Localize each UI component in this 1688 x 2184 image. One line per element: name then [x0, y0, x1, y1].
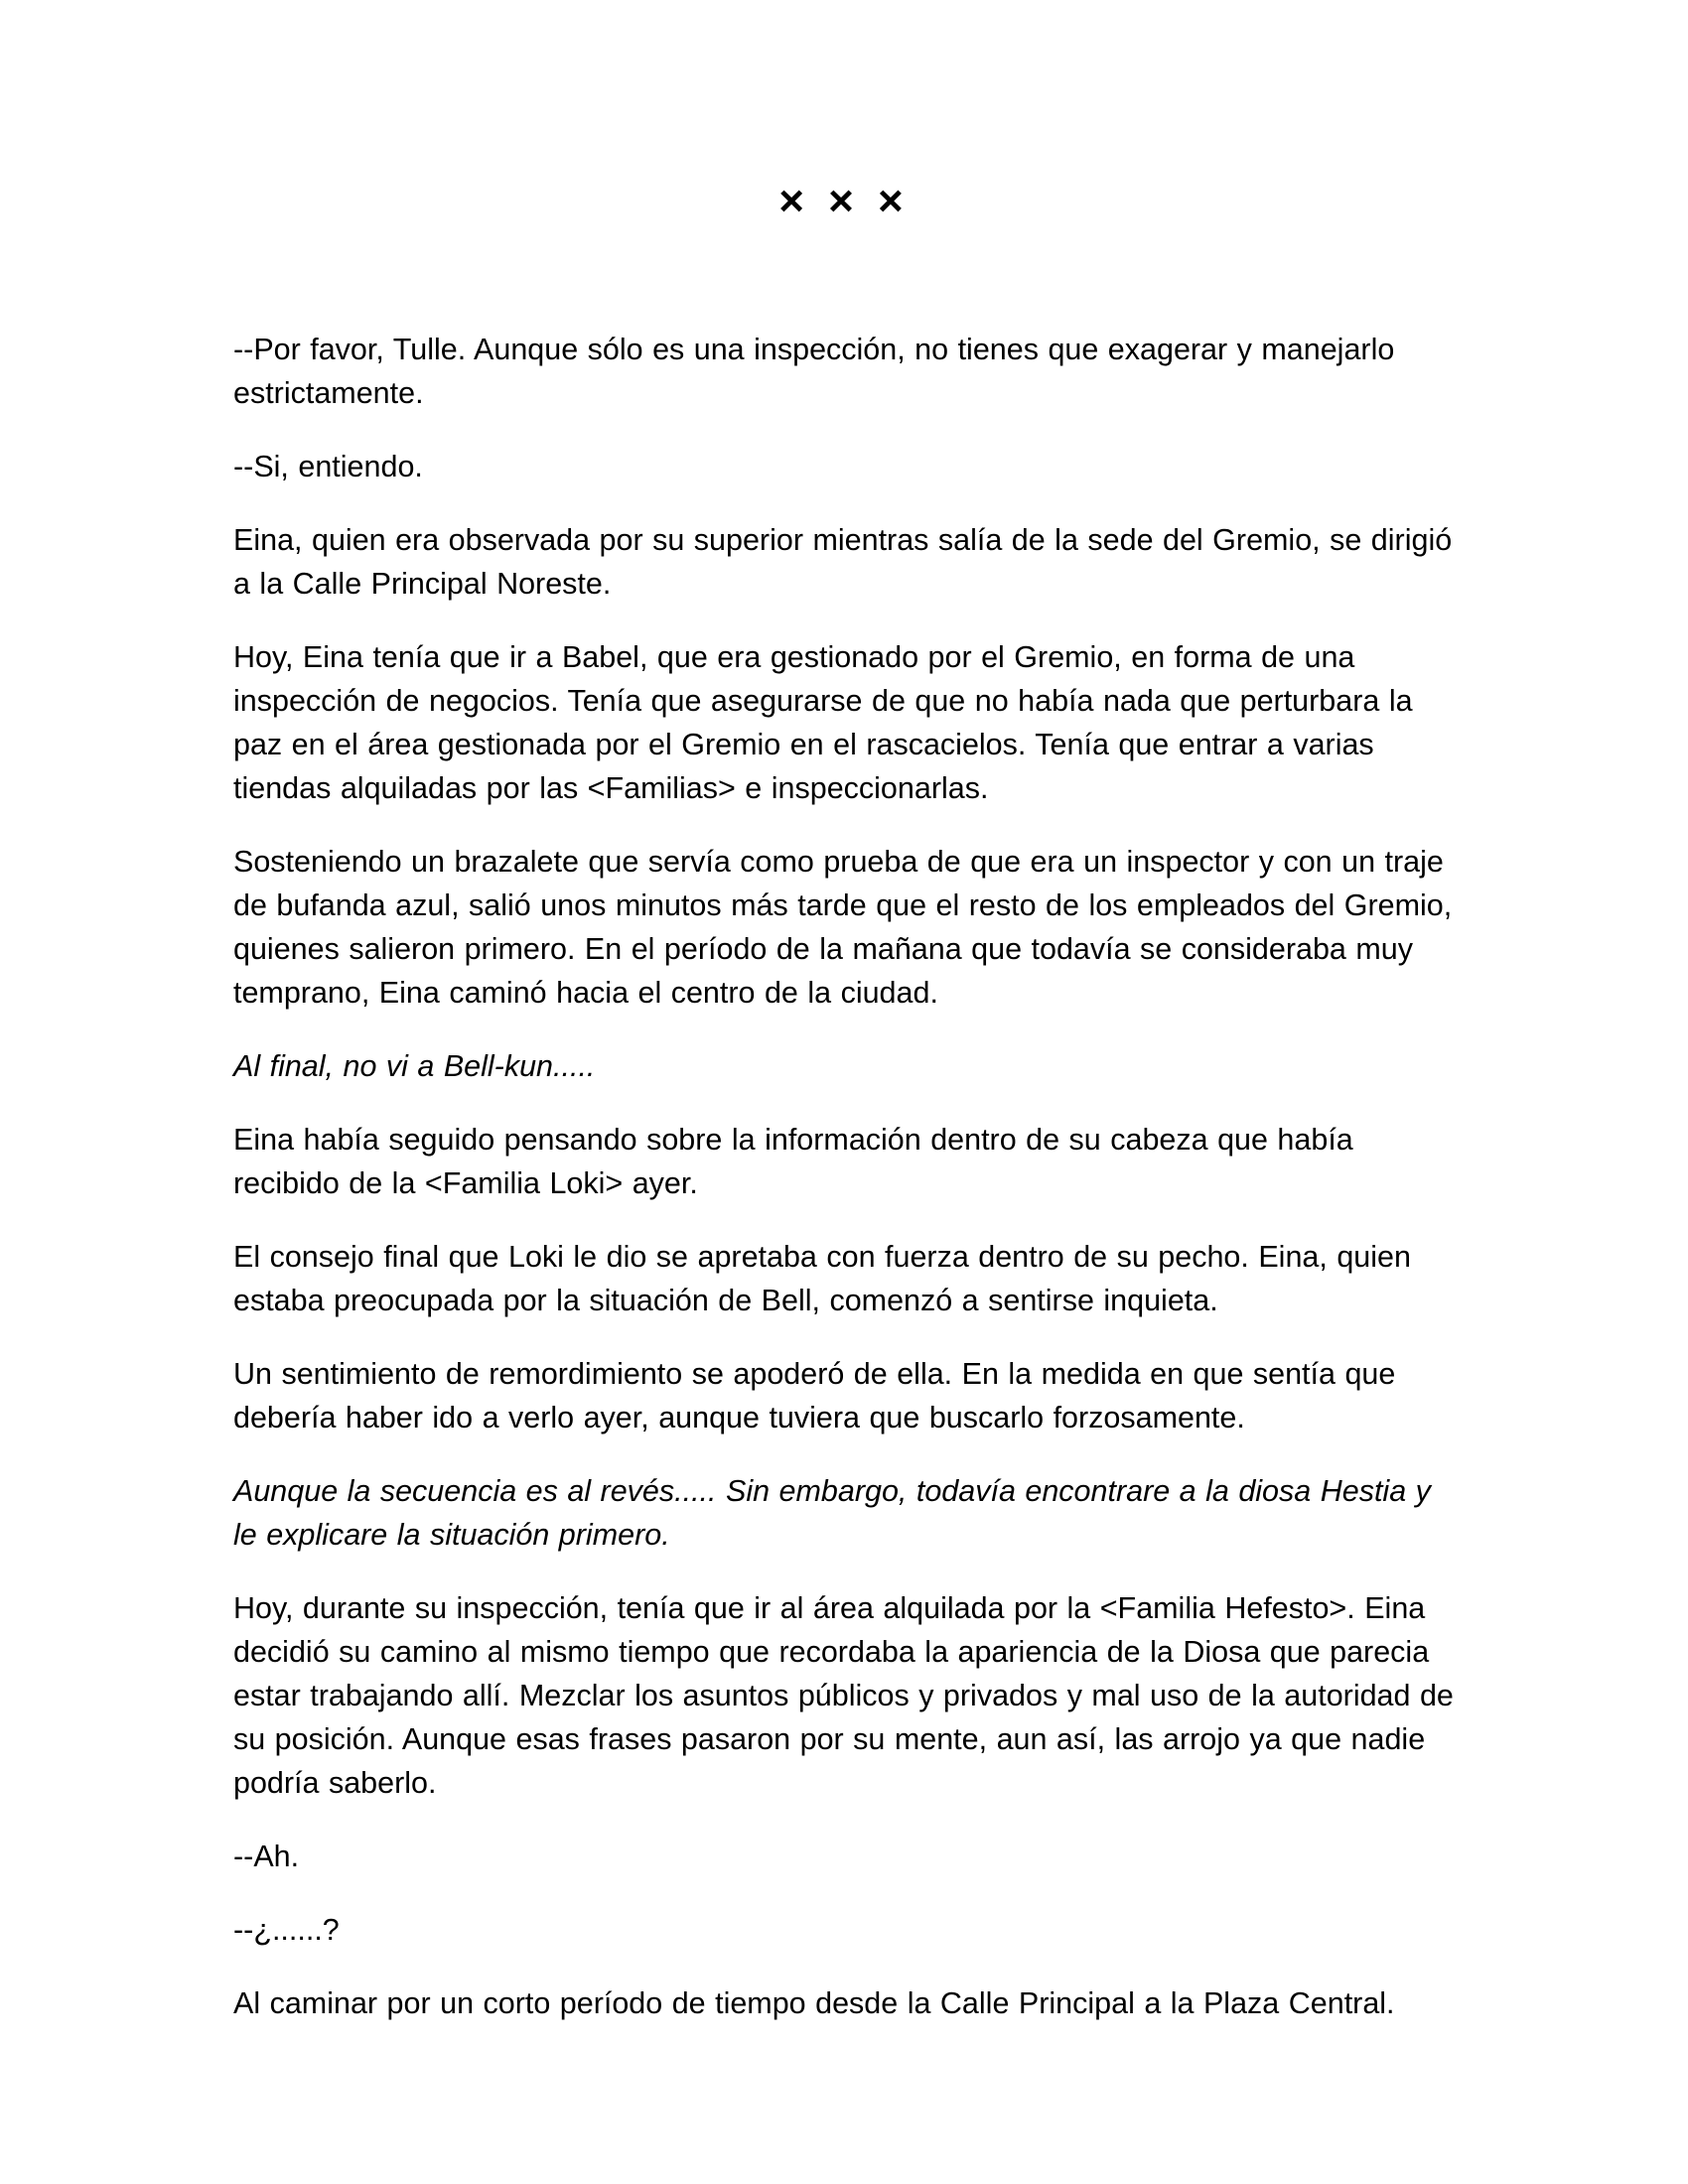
paragraph: --¿......?	[233, 1913, 340, 1947]
paragraph: --Ah.	[233, 1840, 300, 1873]
paragraph: Eina, quien era observada por su superior mientras salía de la sede del Gremio, se dirigió a la Calle Principal Noreste.	[233, 523, 1453, 601]
paragraph: Al final, no vi a Bell-kun.....	[233, 1049, 596, 1083]
document-body	[233, 328, 1455, 2025]
paragraph: --Si, entiendo.	[233, 450, 423, 483]
paragraph: El consejo final que Loki le dio se apretaba con fuerza dentro de su pecho. Eina, quien estaba preocupada por la situación de Bell, comenzó a sentirse inquieta.	[233, 1240, 1411, 1317]
paragraph: Aunque la secuencia es al revés..... Sin embargo, todavía encontrare a la diosa Hestia y le explicare la situación primero.	[233, 1474, 1431, 1552]
paragraph: Un sentimiento de remordimiento se apoderó de ella. En la medida en que sentía que debería haber ido a verlo ayer, aunque tuviera que buscarlo forzosamente.	[233, 1357, 1396, 1434]
paragraph: Al caminar por un corto período de tiempo desde la Calle Principal a la Plaza Central.	[233, 1986, 1395, 2020]
paragraph: Sosteniendo un brazalete que servía como prueba de que era un inspector y con un traje de bufanda azul, salió unos minutos más tarde que el resto de los empleados del Gremio, quienes salieron primero. En el período de la mañana que todavía se consideraba muy temprano, Eina caminó hacia el centro de la ciudad.	[233, 845, 1453, 1010]
paragraph: Hoy, durante su inspección, tenía que ir al área alquilada por la <Familia Hefesto>. Eina decidió su camino al mismo tiempo que recordaba la apariencia de la Diosa que parecia estar trabajando allí. Mezclar los asuntos públicos y privados y mal uso de la autoridad de su posición. Aunque esas frases pasaron por su mente, aun así, las arrojo ya que nadie podría saberlo.	[233, 1591, 1454, 1800]
scene-break-separator: × × ×	[778, 177, 910, 225]
paragraph: Eina había seguido pensando sobre la información dentro de su cabeza que había recibido de la <Familia Loki> ayer.	[233, 1123, 1353, 1200]
paragraph: Hoy, Eina tenía que ir a Babel, que era gestionado por el Gremio, en forma de una inspección de negocios. Tenía que asegurarse de que no había nada que perturbara la paz en el área gestionada por el Gremio en el rascacielos. Tenía que entrar a varias tiendas alquiladas por las <Familias> e inspeccionarlas.	[233, 640, 1413, 805]
paragraph: --Por favor, Tulle. Aunque sólo es una inspección, no tienes que exagerar y manejarlo estrictamente.	[233, 333, 1395, 410]
